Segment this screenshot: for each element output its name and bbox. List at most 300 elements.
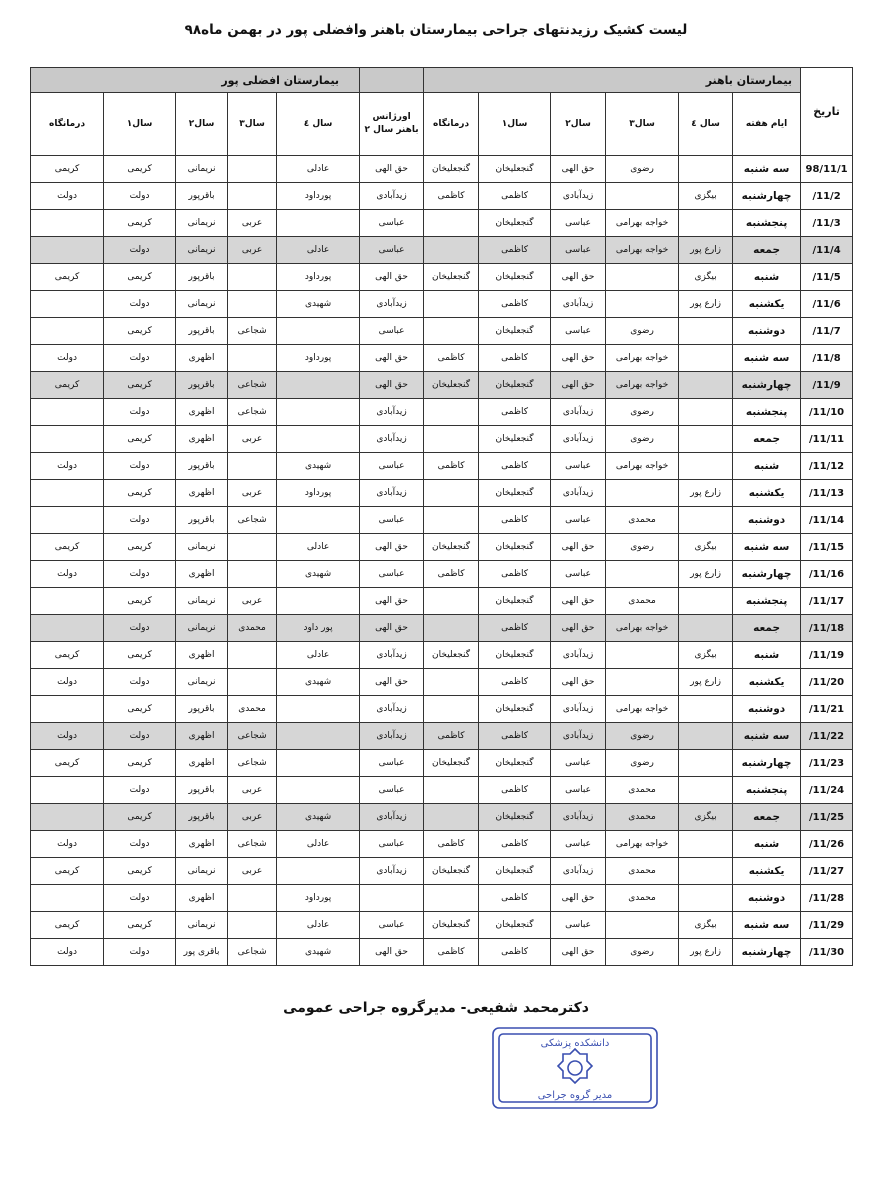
date-cell: /11/18 — [801, 615, 853, 642]
table-row — [31, 534, 853, 561]
date-cell: /11/15 — [801, 534, 853, 561]
day-cell: چهارشنبه — [733, 372, 801, 399]
bahonar-clinic-cell — [424, 237, 479, 264]
afzalipour-clinic-cell: کریمی — [31, 372, 104, 399]
day-cell: دوشنبه — [733, 318, 801, 345]
bahonar-year1-cell: گنجعلیخان — [479, 534, 551, 561]
bahonar-clinic-cell: کاظمی — [424, 345, 479, 372]
bahonar-year2-cell: حق الهی — [551, 615, 606, 642]
emergency-cell: عباسی — [360, 237, 424, 264]
afzalipour-year4-cell — [277, 210, 360, 237]
bahonar-clinic-cell — [424, 426, 479, 453]
bahonar-clinic-cell: گنجعلیخان — [424, 750, 479, 777]
afzalipour-clinic-cell: دولت — [31, 345, 104, 372]
bahonar-year3-cell: خواجه بهرامی — [606, 696, 679, 723]
afzalipour-year2-cell: باقرپور — [176, 183, 228, 210]
afzalipour-year4-cell: شهیدی — [277, 939, 360, 966]
date-cell: /11/6 — [801, 291, 853, 318]
date-cell: /11/10 — [801, 399, 853, 426]
bahonar-year4-cell — [679, 696, 733, 723]
bahonar-year4-cell — [679, 345, 733, 372]
afzalipour-year2-cell: نریمانی — [176, 588, 228, 615]
date-column-header: تاریخ — [801, 68, 853, 156]
afzalipour-year4-cell: عادلی — [277, 534, 360, 561]
date-cell: /11/11 — [801, 426, 853, 453]
afzalipour-year1-cell: دولت — [104, 237, 176, 264]
bahonar-year1-header: سال۱ — [479, 93, 551, 156]
bahonar-year3-cell: خواجه بهرامی — [606, 372, 679, 399]
emergency-cell: زیدآبادی — [360, 642, 424, 669]
afzalipour-year2-cell: نریمانی — [176, 237, 228, 264]
bahonar-year1-cell: گنجعلیخان — [479, 480, 551, 507]
bahonar-year4-cell: زارع پور — [679, 480, 733, 507]
afzalipour-year3-cell: محمدی — [228, 615, 277, 642]
date-cell: /11/3 — [801, 210, 853, 237]
afzalipour-clinic-cell: دولت — [31, 561, 104, 588]
afzalipour-year2-cell: اظهری — [176, 642, 228, 669]
day-cell: شنبه — [733, 642, 801, 669]
afzalipour-year3-cell: شجاعی — [228, 723, 277, 750]
date-cell: /11/25 — [801, 804, 853, 831]
afzalipour-year3-cell: عربی — [228, 804, 277, 831]
afzalipour-year3-cell: شجاعی — [228, 507, 277, 534]
afzalipour-year2-cell: اظهری — [176, 750, 228, 777]
afzalipour-year2-cell: باقرپور — [176, 696, 228, 723]
afzalipour-year1-cell: دولت — [104, 507, 176, 534]
day-cell: جمعه — [733, 804, 801, 831]
page-title: لیست کشیک رزیدنتهای جراحی بیمارستان باهنر وافضلی پور در بهمن ماه۹۸ — [184, 22, 688, 38]
afzalipour-year4-cell: عادلی — [277, 156, 360, 183]
day-cell: سه شنبه — [733, 156, 801, 183]
bahonar-clinic-cell — [424, 669, 479, 696]
afzalipour-clinic-cell — [31, 210, 104, 237]
afzalipour-year3-cell — [228, 291, 277, 318]
bahonar-clinic-cell: گنجعلیخان — [424, 534, 479, 561]
bahonar-year3-cell — [606, 183, 679, 210]
bahonar-year3-cell: خواجه بهرامی — [606, 453, 679, 480]
afzalipour-year3-cell — [228, 156, 277, 183]
emergency-cell: عباسی — [360, 777, 424, 804]
bahonar-year1-cell: کاظمی — [479, 669, 551, 696]
bahonar-year1-cell: گنجعلیخان — [479, 750, 551, 777]
bahonar-year1-cell: گنجعلیخان — [479, 372, 551, 399]
afzalipour-year4-cell: عادلی — [277, 642, 360, 669]
afzalipour-year3-cell: شجاعی — [228, 939, 277, 966]
day-cell: دوشنبه — [733, 696, 801, 723]
bahonar-year4-cell — [679, 453, 733, 480]
bahonar-clinic-cell: گنجعلیخان — [424, 264, 479, 291]
afzalipour-year4-cell: پورداود — [277, 480, 360, 507]
afzalipour-clinic-cell: کریمی — [31, 858, 104, 885]
emergency-cell: حق الهی — [360, 345, 424, 372]
day-cell: جمعه — [733, 426, 801, 453]
table-row — [31, 372, 853, 399]
bahonar-year3-cell: محمدی — [606, 507, 679, 534]
table-row — [31, 156, 853, 183]
bahonar-year2-cell: زیدآبادی — [551, 399, 606, 426]
date-cell: /11/21 — [801, 696, 853, 723]
afzalipour-clinic-cell — [31, 588, 104, 615]
afzalipour-year1-cell: کریمی — [104, 264, 176, 291]
afzalipour-year4-cell — [277, 723, 360, 750]
bahonar-year3-cell — [606, 291, 679, 318]
afzalipour-year2-cell: نریمانی — [176, 669, 228, 696]
afzalipour-year1-cell: دولت — [104, 939, 176, 966]
afzalipour-clinic-cell — [31, 507, 104, 534]
bahonar-year2-cell: زیدآبادی — [551, 723, 606, 750]
emergency-cell: عباسی — [360, 831, 424, 858]
day-cell: یکشنبه — [733, 291, 801, 318]
bahonar-year3-cell: رضوی — [606, 750, 679, 777]
emergency-cell: زیدآبادی — [360, 480, 424, 507]
bahonar-year4-cell — [679, 156, 733, 183]
bahonar-clinic-cell — [424, 318, 479, 345]
afzalipour-year4-cell — [277, 750, 360, 777]
emergency-cell: زیدآبادی — [360, 399, 424, 426]
afzalipour-year2-cell: اظهری — [176, 399, 228, 426]
emergency-cell: حق الهی — [360, 372, 424, 399]
bahonar-year3-cell: خواجه بهرامی — [606, 615, 679, 642]
table-row — [31, 912, 853, 939]
emergency-cell: حق الهی — [360, 264, 424, 291]
emergency-cell: عباسی — [360, 912, 424, 939]
bahonar-clinic-cell: کاظمی — [424, 723, 479, 750]
date-cell: /11/20 — [801, 669, 853, 696]
afzalipour-year3-cell: شجاعی — [228, 372, 277, 399]
bahonar-year2-cell: عباسی — [551, 507, 606, 534]
bahonar-clinic-cell: گنجعلیخان — [424, 372, 479, 399]
afzalipour-year1-cell: کریمی — [104, 696, 176, 723]
bahonar-year1-cell: کاظمی — [479, 615, 551, 642]
emergency-cell: زیدآبادی — [360, 804, 424, 831]
emergency-cell: زیدآبادی — [360, 696, 424, 723]
afzalipour-year1-cell: دولت — [104, 777, 176, 804]
afzalipour-clinic-cell — [31, 696, 104, 723]
bahonar-year2-cell: حق الهی — [551, 264, 606, 291]
afzalipour-clinic-cell — [31, 885, 104, 912]
date-cell: /11/17 — [801, 588, 853, 615]
afzalipour-year4-cell: عادلی — [277, 237, 360, 264]
afzalipour-year3-cell — [228, 534, 277, 561]
emergency-cell: عباسی — [360, 453, 424, 480]
bahonar-year1-cell: گنجعلیخان — [479, 426, 551, 453]
afzalipour-year1-cell: کریمی — [104, 912, 176, 939]
afzalipour-year2-cell: اظهری — [176, 480, 228, 507]
afzalipour-year2-cell: باقری پور — [176, 939, 228, 966]
date-cell: /11/23 — [801, 750, 853, 777]
bahonar-year4-cell — [679, 723, 733, 750]
afzalipour-year2-cell: اظهری — [176, 561, 228, 588]
afzalipour-year2-cell: نریمانی — [176, 210, 228, 237]
date-cell: 98/11/1 — [801, 156, 853, 183]
bahonar-year1-cell: کاظمی — [479, 885, 551, 912]
afzalipour-year3-cell: شجاعی — [228, 750, 277, 777]
table-row — [31, 804, 853, 831]
bahonar-year1-cell: کاظمی — [479, 183, 551, 210]
header-spacer — [360, 68, 424, 93]
date-cell: /11/13 — [801, 480, 853, 507]
bahonar-clinic-cell — [424, 588, 479, 615]
bahonar-clinic-cell — [424, 399, 479, 426]
afzalipour-year4-cell: شهیدی — [277, 804, 360, 831]
table-row — [31, 345, 853, 372]
bahonar-year1-cell: کاظمی — [479, 723, 551, 750]
signature-line: دکترمحمد شفیعی- مدیرگروه جراحی عمومی — [283, 1000, 589, 1016]
bahonar-year3-cell — [606, 561, 679, 588]
afzalipour-year2-cell: اظهری — [176, 885, 228, 912]
bahonar-year3-cell — [606, 669, 679, 696]
afzalipour-year4-cell: پورداود — [277, 183, 360, 210]
afzalipour-year2-cell: باقرپور — [176, 318, 228, 345]
bahonar-year1-cell: کاظمی — [479, 777, 551, 804]
day-cell: یکشنبه — [733, 858, 801, 885]
emergency-cell: حق الهی — [360, 615, 424, 642]
afzalipour-year4-cell: پورداود — [277, 885, 360, 912]
bahonar-year4-cell: بیگزی — [679, 912, 733, 939]
day-cell: پنجشنبه — [733, 777, 801, 804]
bahonar-year2-cell: زیدآبادی — [551, 291, 606, 318]
bahonar-clinic-cell — [424, 507, 479, 534]
emergency-cell: حق الهی — [360, 588, 424, 615]
bahonar-clinic-header: درمانگاه — [424, 93, 479, 156]
emergency-cell: حق الهی — [360, 939, 424, 966]
day-cell: شنبه — [733, 264, 801, 291]
date-cell: /11/2 — [801, 183, 853, 210]
afzalipour-year2-cell: اظهری — [176, 426, 228, 453]
afzalipour-year3-cell — [228, 885, 277, 912]
afzalipour-clinic-cell: کریمی — [31, 156, 104, 183]
afzalipour-year2-cell: نریمانی — [176, 156, 228, 183]
afzalipour-clinic-cell: کریمی — [31, 912, 104, 939]
afzalipour-year3-cell — [228, 345, 277, 372]
day-cell: یکشنبه — [733, 480, 801, 507]
bahonar-year3-cell: محمدی — [606, 858, 679, 885]
day-cell: سه شنبه — [733, 723, 801, 750]
afzalipour-year4-cell: عادلی — [277, 831, 360, 858]
afzalipour-year3-cell: عربی — [228, 777, 277, 804]
bahonar-year4-cell: زارع پور — [679, 291, 733, 318]
date-cell: /11/16 — [801, 561, 853, 588]
afzalipour-year1-cell: دولت — [104, 291, 176, 318]
bahonar-clinic-cell: گنجعلیخان — [424, 156, 479, 183]
bahonar-year1-cell: گنجعلیخان — [479, 696, 551, 723]
afzalipour-year4-cell — [277, 858, 360, 885]
afzalipour-year2-cell: باقرپور — [176, 453, 228, 480]
schedule-table — [30, 67, 853, 966]
day-cell: چهارشنبه — [733, 183, 801, 210]
bahonar-year1-cell: کاظمی — [479, 399, 551, 426]
bahonar-clinic-cell — [424, 777, 479, 804]
bahonar-year3-cell: رضوی — [606, 939, 679, 966]
bahonar-year4-cell: بیگزی — [679, 183, 733, 210]
emergency-cell: زیدآبادی — [360, 858, 424, 885]
bahonar-year4-cell — [679, 372, 733, 399]
afzalipour-year4-cell — [277, 399, 360, 426]
afzalipour-year2-cell: باقرپور — [176, 777, 228, 804]
bahonar-year4-cell: زارع پور — [679, 939, 733, 966]
afzalipour-year4-cell — [277, 777, 360, 804]
afzalipour-year4-cell — [277, 426, 360, 453]
department-stamp — [490, 1025, 660, 1111]
bahonar-year2-cell: زیدآبادی — [551, 426, 606, 453]
bahonar-clinic-cell — [424, 804, 479, 831]
afzalipour-year1-cell: دولت — [104, 615, 176, 642]
afzalipour-year4-cell: شهیدی — [277, 561, 360, 588]
bahonar-year2-cell: زیدآبادی — [551, 183, 606, 210]
afzalipour-year1-cell: کریمی — [104, 588, 176, 615]
afzalipour-year3-cell: عربی — [228, 210, 277, 237]
afzalipour-year4-cell — [277, 588, 360, 615]
table-row — [31, 264, 853, 291]
afzalipour-year1-cell: دولت — [104, 669, 176, 696]
afzalipour-clinic-cell: کریمی — [31, 750, 104, 777]
afzalipour-clinic-cell — [31, 399, 104, 426]
bahonar-year4-cell: بیگزی — [679, 264, 733, 291]
bahonar-year4-cell: بیگزی — [679, 534, 733, 561]
afzalipour-year2-cell: نریمانی — [176, 534, 228, 561]
bahonar-year3-cell: خواجه بهرامی — [606, 831, 679, 858]
bahonar-year1-cell: گنجعلیخان — [479, 642, 551, 669]
emergency-cell: حق الهی — [360, 669, 424, 696]
bahonar-year1-cell: کاظمی — [479, 453, 551, 480]
bahonar-year2-cell: عباسی — [551, 831, 606, 858]
afzalipour-clinic-header: درمانگاه — [31, 93, 104, 156]
bahonar-year4-cell — [679, 507, 733, 534]
date-cell: /11/19 — [801, 642, 853, 669]
bahonar-year2-cell: عباسی — [551, 561, 606, 588]
bahonar-year3-cell: رضوی — [606, 156, 679, 183]
day-cell: پنجشنبه — [733, 588, 801, 615]
bahonar-clinic-cell: گنجعلیخان — [424, 642, 479, 669]
afzalipour-clinic-cell — [31, 615, 104, 642]
bahonar-year3-cell: رضوی — [606, 723, 679, 750]
date-cell: /11/7 — [801, 318, 853, 345]
table-row — [31, 291, 853, 318]
afzalipour-year1-cell: کریمی — [104, 372, 176, 399]
date-cell: /11/22 — [801, 723, 853, 750]
table-row — [31, 939, 853, 966]
bahonar-year3-cell: رضوی — [606, 534, 679, 561]
bahonar-hospital-header: بیمارستان باهنر — [424, 68, 801, 93]
afzalipour-clinic-cell: دولت — [31, 669, 104, 696]
day-cell: سه شنبه — [733, 345, 801, 372]
afzalipour-year1-cell: دولت — [104, 723, 176, 750]
afzalipour-year1-cell: دولت — [104, 345, 176, 372]
afzalipour-year3-cell: عربی — [228, 480, 277, 507]
svg-text:مدیر گروه جراحی: مدیر گروه جراحی — [537, 1090, 613, 1101]
afzalipour-year1-cell: دولت — [104, 183, 176, 210]
bahonar-year1-cell: کاظمی — [479, 831, 551, 858]
afzalipour-year2-cell: اظهری — [176, 345, 228, 372]
afzalipour-year4-header: سال ٤ — [277, 93, 360, 156]
afzalipour-year1-cell: کریمی — [104, 210, 176, 237]
bahonar-year3-cell — [606, 264, 679, 291]
emergency-cell: عباسی — [360, 318, 424, 345]
afzalipour-clinic-cell: کریمی — [31, 642, 104, 669]
table-row — [31, 507, 853, 534]
table-row — [31, 237, 853, 264]
bahonar-year3-cell: محمدی — [606, 885, 679, 912]
emergency-cell: حق الهی — [360, 534, 424, 561]
bahonar-clinic-cell — [424, 210, 479, 237]
bahonar-year2-cell: عباسی — [551, 237, 606, 264]
table-row — [31, 669, 853, 696]
bahonar-year3-cell: رضوی — [606, 399, 679, 426]
bahonar-year2-cell: زیدآبادی — [551, 804, 606, 831]
afzalipour-year1-cell: کریمی — [104, 480, 176, 507]
afzalipour-year1-cell: کریمی — [104, 858, 176, 885]
afzalipour-clinic-cell: دولت — [31, 939, 104, 966]
emergency-cell: زیدآبادی — [360, 723, 424, 750]
day-cell: چهارشنبه — [733, 561, 801, 588]
day-cell: چهارشنبه — [733, 939, 801, 966]
afzalipour-year1-cell: کریمی — [104, 804, 176, 831]
date-cell: /11/27 — [801, 858, 853, 885]
bahonar-year2-cell: عباسی — [551, 750, 606, 777]
bahonar-year1-cell: کاظمی — [479, 237, 551, 264]
table-row — [31, 777, 853, 804]
bahonar-year4-header: سال ٤ — [679, 93, 733, 156]
afzalipour-year1-header: سال۱ — [104, 93, 176, 156]
bahonar-clinic-cell — [424, 885, 479, 912]
table-row — [31, 399, 853, 426]
emergency-cell: عباسی — [360, 507, 424, 534]
bahonar-year4-cell: بیگزی — [679, 642, 733, 669]
date-cell: /11/14 — [801, 507, 853, 534]
afzalipour-year1-cell: کریمی — [104, 750, 176, 777]
afzalipour-year1-cell: دولت — [104, 399, 176, 426]
emergency-cell: حق الهی — [360, 156, 424, 183]
bahonar-clinic-cell: کاظمی — [424, 561, 479, 588]
bahonar-year4-cell: زارع پور — [679, 669, 733, 696]
bahonar-year4-cell: زارع پور — [679, 561, 733, 588]
table-row — [31, 453, 853, 480]
emergency-cell: زیدآبادی — [360, 426, 424, 453]
afzalipour-year4-cell — [277, 696, 360, 723]
afzalipour-year4-cell — [277, 372, 360, 399]
day-column-header: ایام هفته — [733, 93, 801, 156]
bahonar-year4-cell — [679, 831, 733, 858]
afzalipour-year4-cell: شهیدی — [277, 291, 360, 318]
afzalipour-year4-cell: شهیدی — [277, 669, 360, 696]
date-cell: /11/28 — [801, 885, 853, 912]
afzalipour-year2-cell: باقرپور — [176, 372, 228, 399]
bahonar-year4-cell: بیگزی — [679, 804, 733, 831]
bahonar-clinic-cell: گنجعلیخان — [424, 912, 479, 939]
bahonar-year3-cell: رضوی — [606, 426, 679, 453]
table-row — [31, 480, 853, 507]
day-cell: سه شنبه — [733, 534, 801, 561]
afzalipour-clinic-cell — [31, 318, 104, 345]
afzalipour-year3-cell — [228, 561, 277, 588]
bahonar-clinic-cell — [424, 480, 479, 507]
bahonar-year4-cell — [679, 588, 733, 615]
afzalipour-year4-cell — [277, 318, 360, 345]
afzalipour-year3-header: سال۳ — [228, 93, 277, 156]
table-row — [31, 588, 853, 615]
day-cell: شنبه — [733, 831, 801, 858]
bahonar-year3-header: سال۳ — [606, 93, 679, 156]
emergency-header: اورژانس باهنر سال ۲ — [360, 93, 424, 156]
afzalipour-clinic-cell: دولت — [31, 453, 104, 480]
emergency-cell: زیدآبادی — [360, 291, 424, 318]
afzalipour-year2-cell: اظهری — [176, 723, 228, 750]
table-row — [31, 615, 853, 642]
table-row — [31, 426, 853, 453]
afzalipour-clinic-cell: کریمی — [31, 264, 104, 291]
bahonar-year3-cell: محمدی — [606, 804, 679, 831]
day-cell: شنبه — [733, 453, 801, 480]
